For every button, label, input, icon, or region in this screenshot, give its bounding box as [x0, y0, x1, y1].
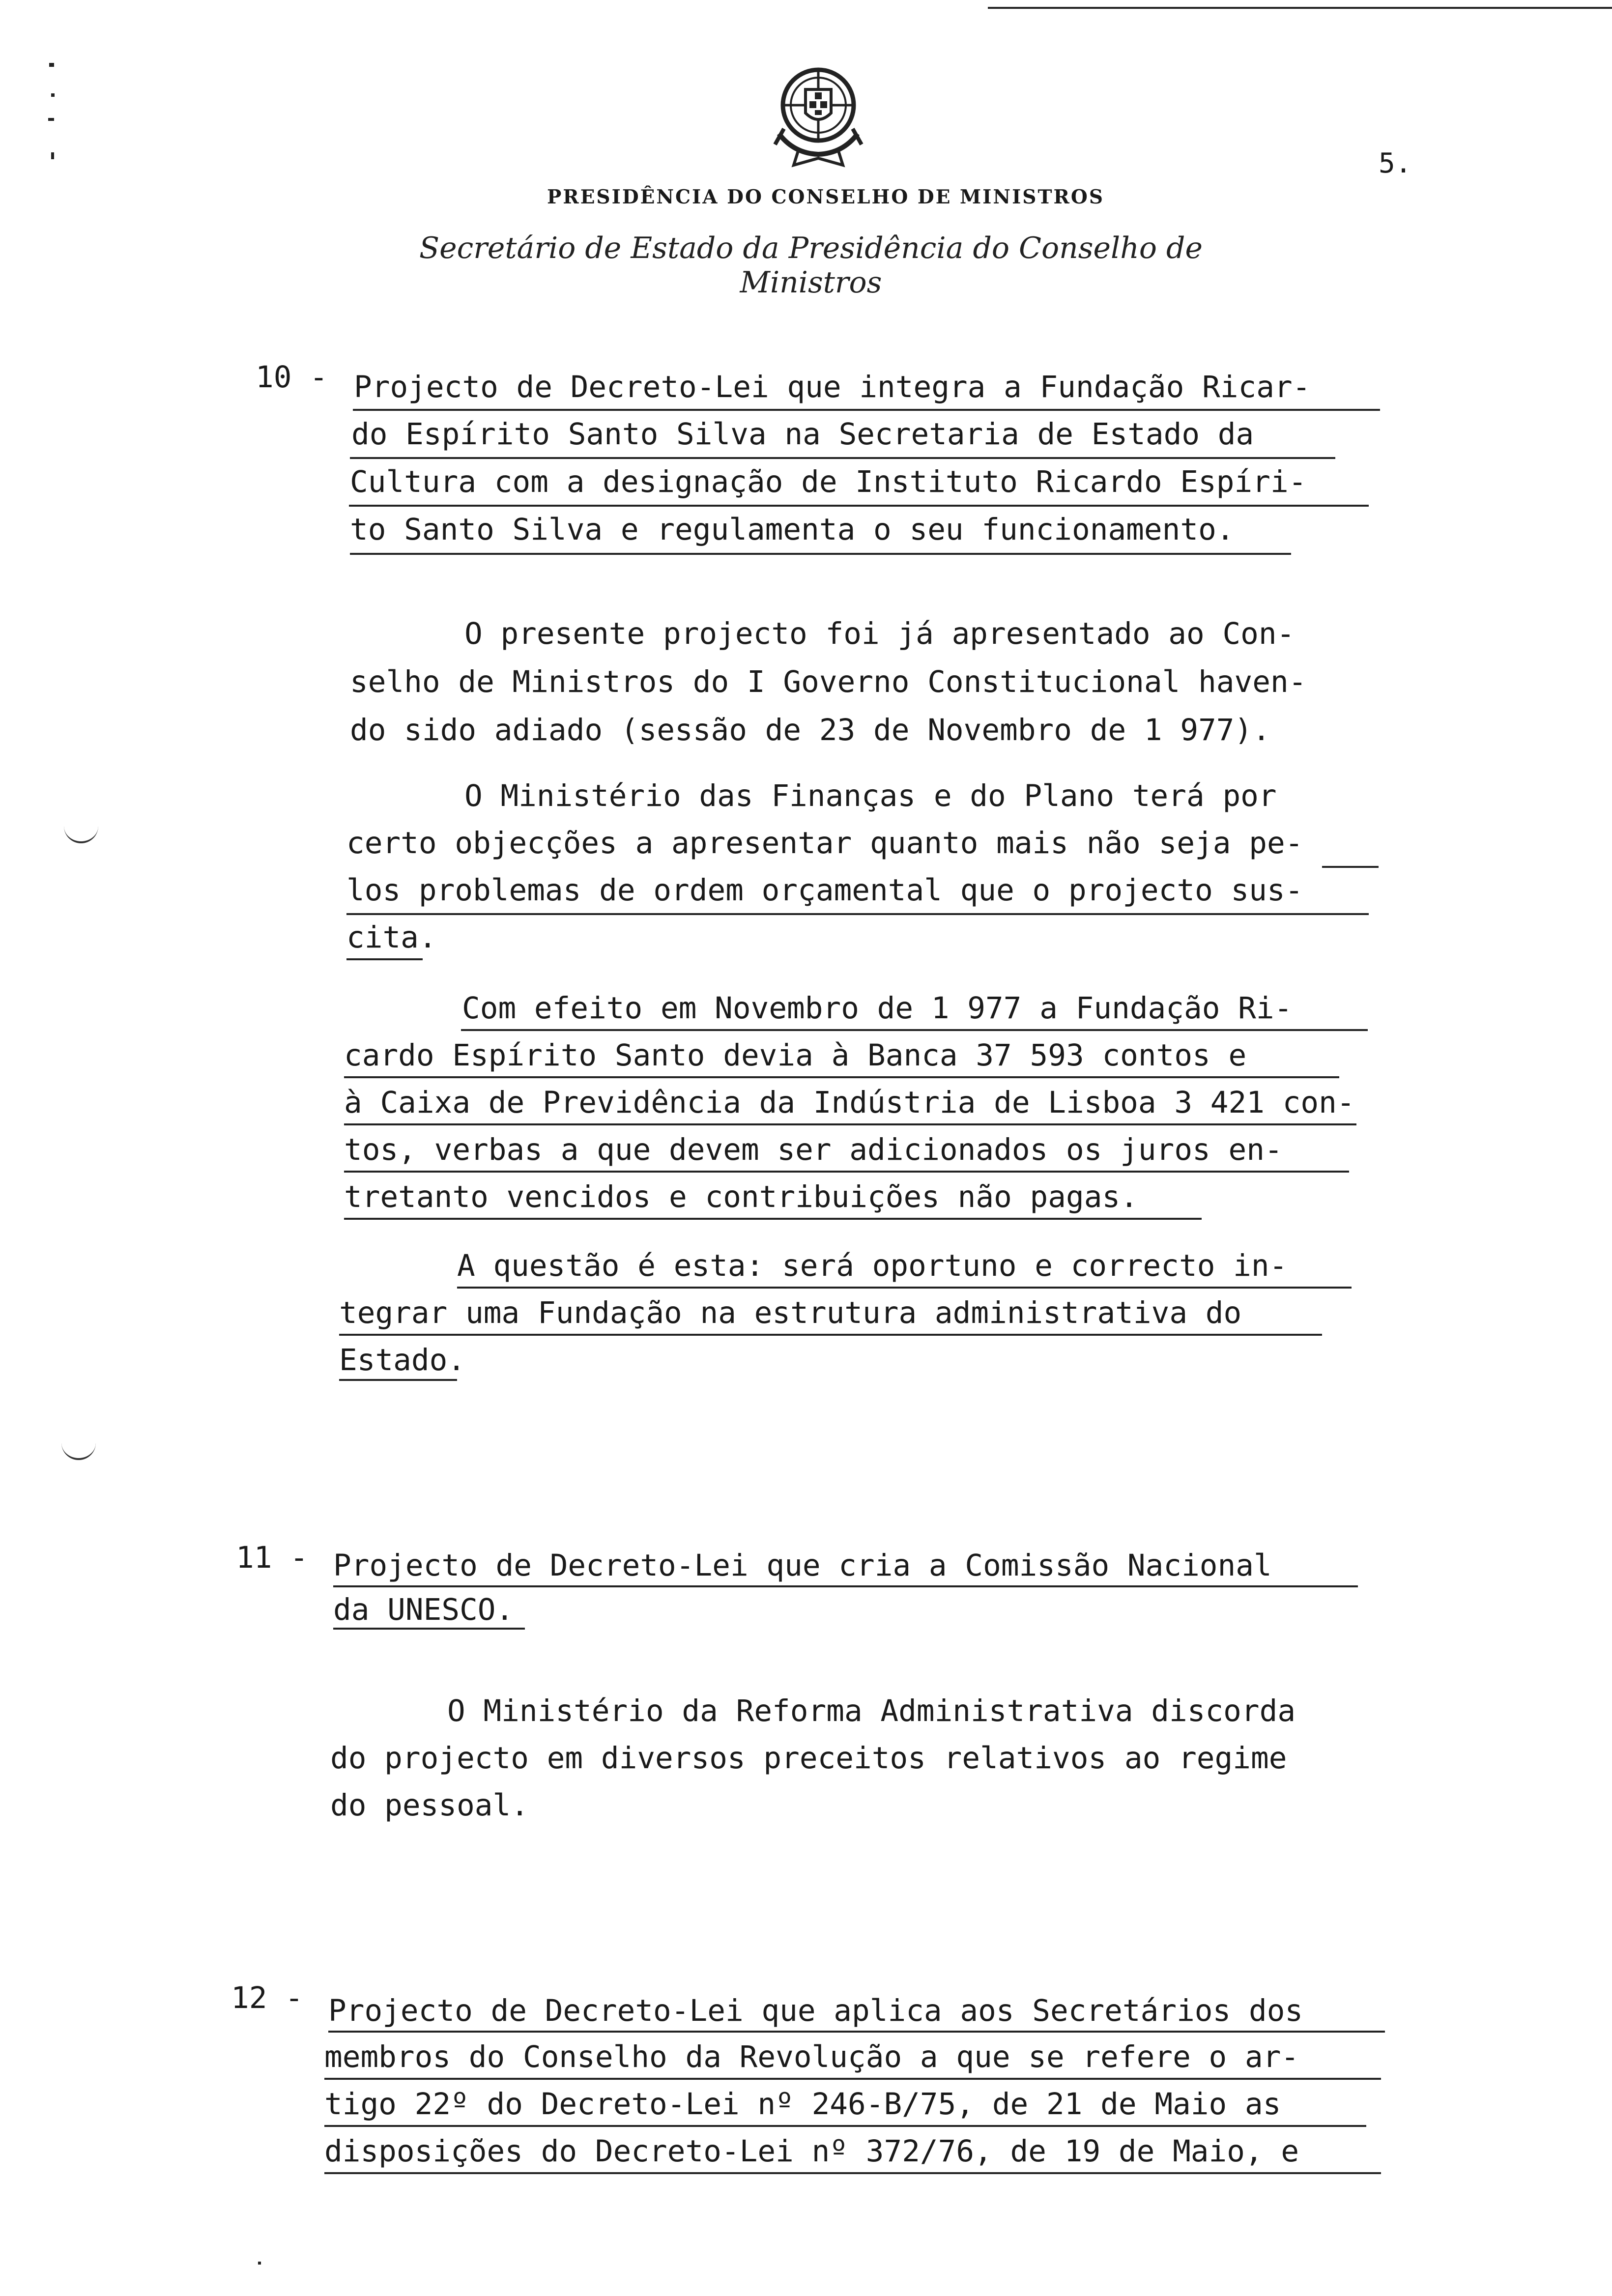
underline: [324, 2172, 1381, 2174]
underline: [344, 1123, 1356, 1125]
underline: [324, 2078, 1381, 2080]
underline: [461, 1029, 1368, 1031]
edge-mark: [51, 152, 54, 159]
underline: [344, 1171, 1349, 1173]
paragraph-line: tretanto vencidos e contribuições não pagas.: [344, 1179, 1138, 1214]
paragraph-line: selho de Ministros do I Governo Constitucional haven-: [350, 664, 1307, 699]
underline: [350, 457, 1335, 459]
item-subject-line: to Santo Silva e regulamenta o seu funcionamento.: [350, 512, 1235, 547]
margin-mark: [64, 826, 98, 843]
edge-mark: [51, 93, 55, 97]
paragraph-line: cita.: [346, 920, 437, 955]
item-subject-line: tigo 22º do Decreto-Lei nº 246-B/75, de 21 de Maio as: [324, 2087, 1281, 2122]
paragraph-line: Estado.: [339, 1343, 466, 1378]
paragraph-line: tegrar uma Fundação na estrutura administrativa do: [339, 1295, 1242, 1330]
item-number: 11 -: [236, 1540, 308, 1575]
underline: [457, 1287, 1352, 1289]
paragraph-line: do pessoal.: [330, 1788, 529, 1823]
underline: [353, 409, 1380, 411]
underline: [333, 1628, 525, 1630]
paragraph-line: O Ministério das Finanças e do Plano terá por: [464, 778, 1277, 813]
item-subject-line: do Espírito Santo Silva na Secretaria de Estado da: [351, 417, 1254, 452]
underline: [324, 2125, 1366, 2127]
paragraph-line: do sido adiado (sessão de 23 de Novembro de 1 977).: [350, 713, 1270, 747]
paragraph-line: à Caixa de Previdência da Indústria de Lisboa 3 421 con-: [344, 1085, 1355, 1120]
paragraph-line: Com efeito em Novembro de 1 977 a Fundação Ri-: [462, 991, 1293, 1026]
paragraph-line: tos, verbas a que devem ser adicionados os juros en-: [344, 1132, 1283, 1167]
underline: [333, 1585, 1358, 1587]
underline: [344, 1076, 1339, 1078]
item-subject-line: disposições do Decreto-Lei nº 372/76, de 19 de Maio, e: [324, 2134, 1299, 2169]
paragraph-line: O presente projecto foi já apresentado ao Con-: [464, 616, 1295, 651]
underline: [344, 1218, 1202, 1220]
paragraph-line: los problemas de ordem orçamental que o projecto sus-: [346, 873, 1303, 908]
underline: [339, 1334, 1322, 1336]
paragraph-line: cardo Espírito Santo devia à Banca 37 593 contos e: [344, 1038, 1247, 1073]
underline: [346, 958, 423, 960]
item-number: 12 -: [231, 1980, 303, 2015]
underline: [328, 2031, 1385, 2033]
edge-mark: [49, 63, 54, 67]
item-subject-line: Projecto de Decreto-Lei que integra a Fundação Ricar-: [354, 370, 1311, 404]
edge-mark: [48, 118, 54, 121]
item-subject-line: Projecto de Decreto-Lei que aplica aos Secretários dos: [328, 1993, 1303, 2028]
underline: [1322, 866, 1379, 868]
paragraph-line: A questão é esta: será oportuno e correcto in-: [457, 1248, 1288, 1283]
item-subject-line: membros do Conselho da Revolução a que se refere o ar-: [324, 2039, 1299, 2074]
paragraph-line: certo objecções a apresentar quanto mais não seja pe-: [346, 826, 1303, 861]
item-subject-line: Cultura com a designação de Instituto Ricardo Espíri-: [350, 464, 1307, 499]
underline: [346, 913, 1369, 915]
underline: [350, 553, 1291, 555]
top-edge-rule: [988, 7, 1612, 9]
item-subject-line: Projecto de Decreto-Lei que cria a Comissão Nacional: [333, 1548, 1272, 1583]
coat-of-arms-emblem: [764, 60, 872, 173]
paragraph-line: O Ministério da Reforma Administrativa discorda: [447, 1693, 1296, 1728]
item-number: 10 -: [256, 360, 328, 395]
underline: [349, 505, 1369, 507]
item-subject-line: da UNESCO.: [333, 1592, 514, 1627]
margin-mark: [61, 1442, 96, 1460]
paragraph-line: do projecto em diversos preceitos relativos ao regime: [330, 1741, 1287, 1776]
letterhead-subtitle: Secretário de Estado da Presidência do Conselho de Ministros: [419, 231, 1203, 300]
edge-mark: [258, 2262, 261, 2265]
page-number: 5.: [1379, 147, 1412, 179]
underline: [339, 1379, 457, 1381]
letterhead-title: PRESIDÊNCIA DO CONSELHO DE MINISTROS: [547, 186, 1105, 208]
